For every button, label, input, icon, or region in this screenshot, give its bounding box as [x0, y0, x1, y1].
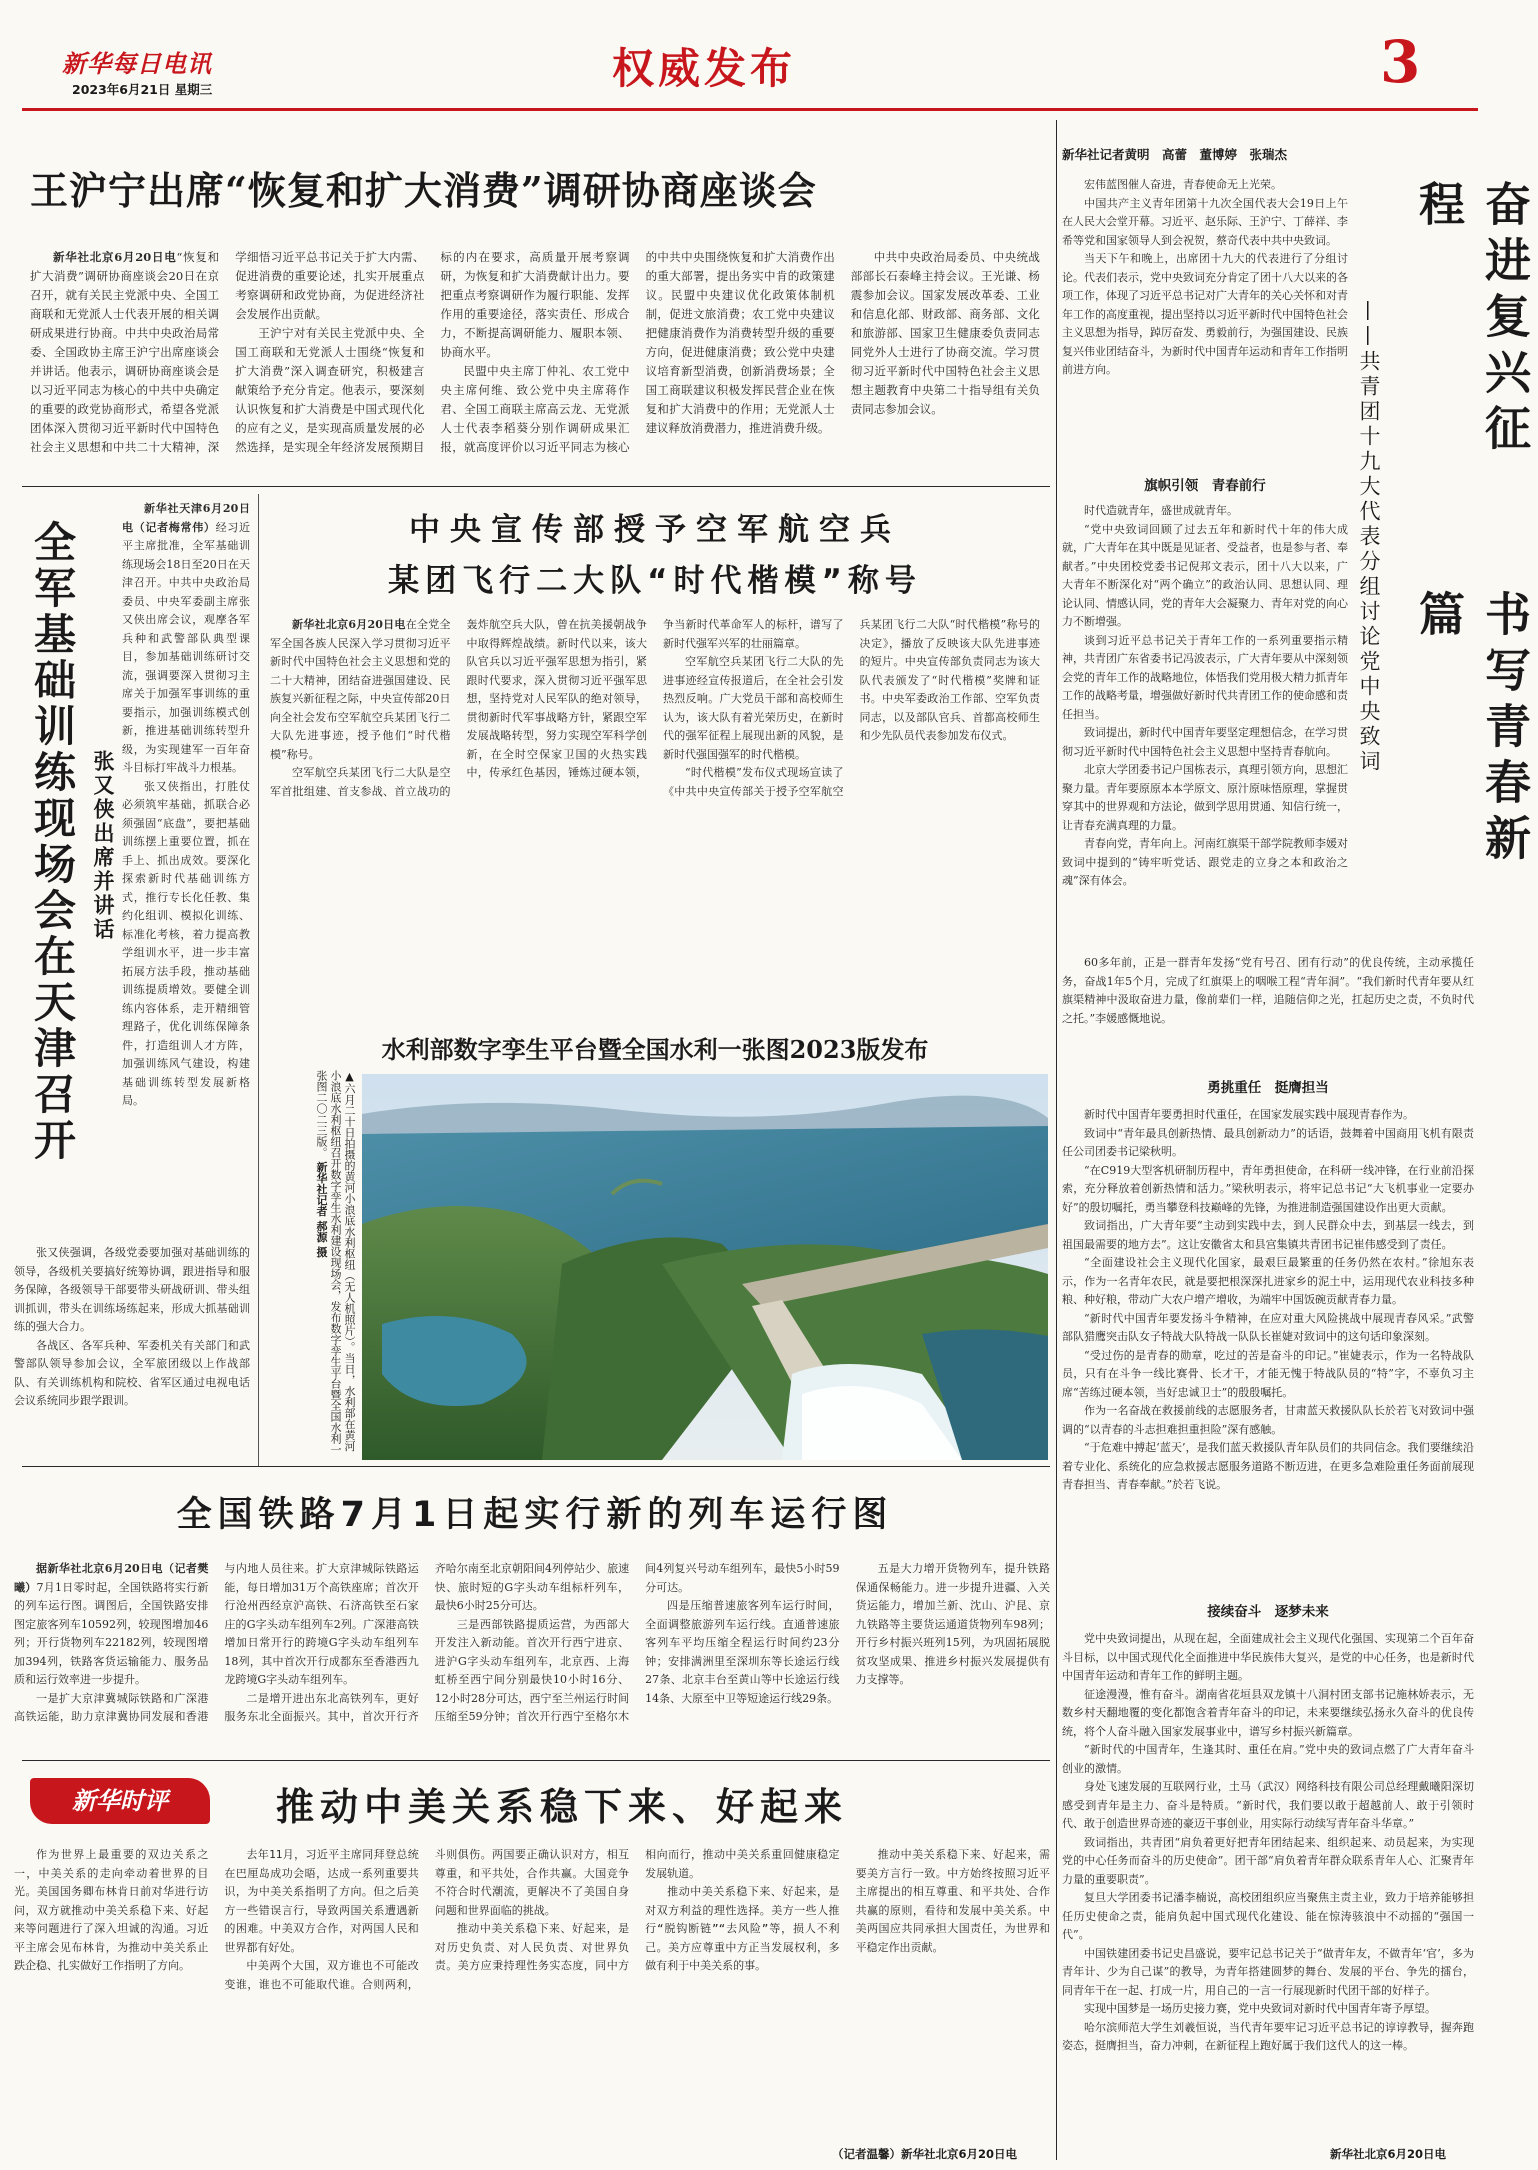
story6-paragraph: “新时代中国青年要发扬斗争精神，在应对重大风险挑战中展现青春风采。”武警部队猎鹰突击队女子特战大队特战一队队长崔婕对致词中的这句话印象深刻。 [1062, 1311, 1474, 1343]
masthead-logo: 新华每日电讯 [62, 49, 212, 78]
story4-headline: 全国铁路7月1日起实行新的列车运行图 [176, 1495, 894, 1535]
story6-paragraph: 当天下午和晚上，出席团十九大的代表进行了分组讨论。代表们表示，党中央致词充分肯定了团十八大以来的各项工作，体现了习近平总书记对广大青年的关心关怀和对青年工作的高度重视，提出坚持以习近平新时代中国特色社会主义思想为指导，踔厉奋发、勇毅前行，为强国建设、民族复兴伟业团结奋斗，为新时代中国青年运动和青年工作指明前进方向。 [1062, 252, 1348, 376]
story2-lead: 新华社天津6月20日电（记者梅常伟） [122, 502, 250, 534]
story5-paragraph: 中美两个大国，双方谁也不可能改变谁，谁也不可能取代谁。合则两利，斗则俱伤。两国要正确认识对方，相互尊重，和平共处，合作共赢。大国竞争不符合时代潮流，更解决不了美国自身问题和世界面临的挑战。 [224, 1848, 630, 1991]
story6-paragraph: 中国共产主义青年团第十九次全国代表大会19日上午在人民大会堂开幕。习近平、赵乐际、王沪宁、丁薛祥、李希等党和国家领导人到会祝贺，蔡奇代表中共中央致词。 [1062, 196, 1348, 247]
photo-title: 水利部数字孪生平台暨全国水利一张图2023版发布 [381, 1035, 929, 1064]
story2-paragraph: 张又侠指出，打胜仗必须筑牢基础，抓联合必须强固“底盘”，要把基础训练摆上重要位置，抓在手上、抓出成效。要深化探索新时代基础训练方式，推行专长化任教、集约化组训、模拟化训练、标准化考核，着力提高教学组训水平，进一步丰富拓展方法手段，推动基础训练提质增效。要健全训练内容体系，走开精细管理路子，优化训练保障条件，打造组训人才方阵，加强训练风气建设，构建基础训练转型发展新格局。 [122, 779, 250, 1107]
story2-paragraph: 各战区、各军兵种、军委机关有关部门和武警部队领导参加会议，全军旅团级以上作战部队、有关训练机构和院校、省军区通过电视电话会议系统同步跟学跟训。 [14, 1338, 250, 1407]
divider [22, 1760, 1050, 1761]
dam-photo [362, 1074, 1048, 1460]
story6-intro [1062, 176, 1348, 466]
story3-paragraph: 在全党全军全国各族人民深入学习贯彻习近平新时代中国特色社会主义思想和党的二十大精神，团结奋进强国建设、民族复兴新征程之际，中央宣传部20日向全社会发布空军航空兵某团飞行二大队先进事迹，授予他们“时代楷模”称号。 [270, 618, 451, 761]
divider [1056, 120, 1057, 2160]
story1-headline: 王沪宁出席“恢复和扩大消费”调研协商座谈会 [30, 168, 817, 213]
story6-section-1-cont [1062, 954, 1474, 1074]
story6-paragraph: 实现中国梦是一场历史接力赛，党中央致词对新时代中国青年寄予厚望。 [1084, 2002, 1436, 2015]
story6-subhead-2: 勇挑重任 挺膺担当 [1207, 1080, 1329, 1096]
story6-paragraph: 党中央致词提出，从现在起，全面建成社会主义现代化强国、实现第二个百年奋斗目标，以中国式现代化全面推进中华民族伟大复兴，是党的中心任务，也是新时代中国青年运动和青年工作的鲜明主题。 [1062, 1632, 1474, 1682]
divider [22, 1466, 1050, 1467]
story3-body [270, 616, 1040, 1026]
story2-vertical-subtitle: 张又侠出席并讲话 [91, 750, 115, 942]
story4-paragraph: 五是大力增开货物列车，提升铁路保通保畅能力。进一步提升进疆、入关货运能力，增加兰新、沈山、沪昆、京九铁路等主要货运通道货物列车98列；开行乡村振兴班列15列，为巩固拓展脱贫攻坚成果、推进乡村振兴发展提供有力支撑等。 [855, 1562, 1050, 1686]
story6-paragraph: “党中央致词回顾了过去五年和新时代十年的伟大成就，广大青年在其中既是见证者、受益者，也是参与者、奉献者。”中央团校党委书记倪邦文表示，团十八大以来，广大青年不断深化对“两个确立”的政治认同、思想认同、理论认同、情感认同，党的青年大会凝聚力、青年对党的向心力不断增强。 [1062, 522, 1348, 628]
xinhua-commentary-badge [30, 1778, 210, 1824]
story2-body-cont [14, 1244, 250, 1462]
story3-paragraph: 空军航空兵某团飞行二大队的先进事迹经宣传报道后，在全社会引发热烈反响。广大党员干部和高校师生认为，该大队有着光荣历史，在新时代的强军征程上展现出新的风貌，是新时代强国强军的时代楷模。 [663, 655, 844, 761]
page-number: 3 [1380, 28, 1421, 96]
story6-paragraph: “在C919大型客机研制历程中，青年勇担使命，在科研一线冲锋，在行业前沿探索，充分释放着创新热情和活力。”梁秋明表示，将牢记总书记“大飞机事业一定要办好”的殷切嘱托，勇当攀登科技巅峰的先锋，为推进制造强国建设作出更大贡献。 [1062, 1163, 1474, 1214]
dam-photo-illustration [362, 1074, 1048, 1460]
story3-title-line1: 中央宣传部授予空军航空兵 [409, 512, 901, 548]
divider [258, 494, 259, 1466]
photo-credit: 新华社记者 郝源 摄 [315, 1161, 328, 1258]
story1-paragraph: 王沪宁对有关民主党派中央、全国工商联和无党派人士围绕“恢复和扩大消费”深入调查研究，积极建言献策给予充分肯定。他表示，要深刻认识恢复和扩大消费是中国式现代化的应有之义，是实现高质量发展的必然选择，是实现全年经济发展预期目标的内在要求，高质量开展考察调研，为恢复和扩大消费献计出力。要把重点考察调研作为履行职能、发挥作用的重要途径，落实责任、形成合力，不断提高调研能力、履职本领、协商水平。 [235, 250, 630, 454]
story6-paragraph: 新时代中国青年要勇担时代重任，在国家发展实践中展现青春作为。 [1084, 1108, 1414, 1121]
story4-paragraph: 一是扩大京津冀城际铁路和广深港高铁运能，助力京津冀协同发展和香港与内地人员往来。扩大京津城际铁路运能，每日增加31万个高铁座席；首次开行沧州西经京沪高铁、石济高铁至石家庄的G字头动车组列车2列。广深港高铁增加日常开行的跨境G字头动车组列车18列，其中首次开行成都东至香港西九龙跨境G字头动车组列车。 [14, 1562, 419, 1723]
story6-vertical-subtitle: ——共青团十九大代表分组讨论党中央致词 [1357, 300, 1381, 775]
story6-signature: 新华社北京6月20日电 [1330, 2147, 1447, 2161]
story6-paragraph: 复旦大学团委书记潘李楠说，高校团组织应当聚焦主责主业，致力于培养能够担任历史使命之责，能肩负起中国式现代化建设、能在惊涛骇浪中不动摇的“强国一代”。 [1062, 1891, 1474, 1941]
story6-paragraph: 致词提出，新时代中国青年要坚定理想信念，在学习贯彻习近平新时代中国特色社会主义思想中坚持青春航向。 [1062, 726, 1348, 758]
story6-paragraph: 中国铁建团委书记史昌盛说，要牢记总书记关于“做青年友，不做青年‘官’，多为青年计、少为自己谋”的教导，为青年搭建圆梦的舞台、发展的平台、争先的擂台，同青年干在一起、打成一片，用自己的一言一行展现新时代团干部的好样子。 [1062, 1946, 1474, 1997]
story6-paragraph: 身处飞速发展的互联网行业，土马（武汉）网络科技有限公司总经理戴曦阳深切感受到青年是主力、奋斗是特质。“新时代，我们要以敢于超越前人、敢于引领时代、敢于创造世界奇迹的豪迈干事创业，用实际行动续写青年奋斗华章。” [1062, 1780, 1474, 1830]
story5-body [14, 1846, 1050, 2144]
story3-title-line2: 某团飞行二大队“时代楷模”称号 [388, 563, 922, 599]
story5-paragraph: 推动中美关系稳下来、好起来，需要美方言行一致。中方始终按照习近平主席提出的相互尊重、和平共处、合作共赢的原则，看待和发展中美关系。中美两国应共同承担大国责任，为世界和平稳定作出贡献。 [855, 1848, 1050, 1954]
photo-caption [272, 1070, 356, 1460]
story6-paragraph: “新时代的中国青年，生逢其时、重任在肩。”党中央的致词点燃了广大青年奋斗创业的激情。 [1062, 1743, 1474, 1775]
story6-paragraph: “全面建设社会主义现代化国家，最艰巨最繁重的任务仍然在农村。”徐旭东表示，作为一名青年农民，就是要把根深深扎进家乡的泥土中，运用现代农业科技多种粮、种好粮，带动广大农户增产增收，为端牢中国饭碗贡献青春力量。 [1062, 1256, 1474, 1306]
story6-paragraph: 时代造就青年，盛世成就青年。 [1084, 504, 1238, 517]
story2-body [122, 500, 250, 1240]
story6-paragraph: 致词中“青年最具创新热情、最具创新动力”的话语，鼓舞着中国商用飞机有限责任公司团委书记梁秋明。 [1062, 1126, 1474, 1158]
story5-signature: （记者温馨）新华社北京6月20日电 [832, 2147, 1018, 2161]
masthead-rule [22, 108, 1478, 111]
story5-paragraph: 推动中美关系稳下来、好起来，是对历史负责、对人民负责、对世界负责。美方应秉持理性务实态度，同中方相向而行，推动中美关系重回健康稳定发展轨道。 [434, 1848, 840, 1972]
story4-paragraph: 二是增开进出东北高铁列车，更好服务东北全面振兴。其中，首次开行齐齐哈尔南至北京朝阳间4列停站少、旅速快、旅时短的G字头动车组标杆列车，最快6小时25分可达。 [224, 1562, 630, 1723]
story6-section-3 [1062, 1630, 1474, 2144]
story6-vertical-title-2: 书写青春新篇 [1412, 590, 1532, 870]
story6-paragraph: 宏伟蓝图催人奋进，青春使命无上光荣。 [1084, 178, 1282, 191]
story6-paragraph: 征途漫漫，惟有奋斗。湖南省花垣县双龙镇十八洞村团支部书记施林娇表示，无数乡村天翻地覆的变化都饱含着青年奋斗的印记，未来要继续弘扬永久奋斗的优良传统，将个人奋斗融入国家发展事业中，谱写乡村振兴新篇章。 [1062, 1687, 1474, 1738]
story6-paragraph: 作为一名奋战在救援前线的志愿服务者，甘肃蓝天救援队队长於若飞对致词中强调的“以青春的斗志担难担重担险”深有感触。 [1062, 1404, 1474, 1436]
divider [22, 486, 1050, 487]
story3-lead: 新华社北京6月20日电 [292, 618, 406, 631]
story3-paragraph: 空军航空兵某团飞行二大队是空军首批组建、首支参战、首立战功的轰炸航空兵大队，曾在抗美援朝战争中取得辉煌战绩。新时代以来，该大队官兵以习近平强军思想为指引，紧跟时代要求，深入贯彻习近平强军思想，坚持党对人民军队的绝对领导，贯彻新时代军事战略方针，紧跟空军发展战略转型，努力实现空军科学创新，在全时空保家卫国的火热实践中，传承红色基因，锤炼过硬本领，争当新时代革命军人的标杆，谱写了新时代强军兴军的壮丽篇章。 [270, 618, 844, 798]
photo-caption-text: ▲六月二十日拍摄的黄河小浪底水利枢纽（无人机照片）。当日，水利部在黄河小浪底水利枢纽召开数字孪生水利建设现场会，发布数字孪生平台暨全国水利一张图二〇二三版。 [315, 1070, 356, 1455]
story6-subhead-3: 接续奋斗 逐梦未来 [1207, 1604, 1329, 1620]
story1-paragraph: 民盟中央主席丁仲礼、农工党中央主席何维、致公党中央主席蒋作君、全国工商联主席高云龙、无党派人士代表李稻葵分别作调研成果汇报，就高度评价以习近平同志为核心的中共中央围绕恢复和扩大消费作出的重大部署，提出务实中肯的政策建议。民盟中央建议优化政策体制机制，促进文旅消费；农工党中央建议把健康消费作为消费转型升级的重要方向，促进健康消费；致公党中央建议培育新型消费，创新消费场景；全国工商联建议积极发挥民营企业在恢复和扩大消费中的作用；无党派人士建议释放消费潜力，推进消费升级。 [440, 250, 835, 454]
section-title: 权威发布 [612, 44, 797, 93]
xinhua-commentary-label: 新华时评 [72, 1786, 168, 1815]
story1-body [30, 248, 1040, 476]
masthead-date: 2023年6月21日 星期三 [72, 82, 213, 97]
story6-paragraph: “于危难中搏起‘蓝天’，是我们蓝天救援队青年队员们的共同信念。我们要继续沿着专业化、系统化的应急救援志愿服务道路不断迈进，在更多急难险重任务面前展现青春担当、青春奉献。”於若飞说。 [1062, 1441, 1474, 1491]
story3-paragraph: “时代楷模”发布仪式现场宣读了《中共中央宣传部关于授予空军航空兵某团飞行二大队“时代楷模”称号的决定》，播放了反映该大队先进事迹的短片。中央宣传部负责同志为该大队代表颁发了“时代楷模”奖牌和证书。中央军委政治工作部、空军负责同志，以及部队官兵、首都高校师生和少先队员代表参加发布仪式。 [663, 618, 1040, 798]
story6-section-2 [1062, 1106, 1474, 1594]
story1-paragraph: 中共中央政治局委员、中央统战部部长石泰峰主持会议。王光谦、杨震参加会议。国家发展改革委、工业和信息化部、财政部、商务部、文化和旅游部、国家卫生健康委负责同志同党外人士进行了协商交流。学习贯彻习近平新时代中国特色社会主义思想主题教育中央第二十指导组有关负责同志参加会议。 [850, 250, 1040, 416]
story2-vertical-title: 全军基础训练现场会在天津召开 [28, 520, 77, 1164]
story6-vertical-title-1: 奋进复兴征程 [1412, 180, 1532, 460]
story6-paragraph: 北京大学团委书记户国栋表示，真理引领方向，思想汇聚力量。青年要原原本本学原文、原汁原味悟原理，掌握贯穿其中的世界观和方法论，做到学思用贯通、知信行统一，让青春充满真理的力量。 [1062, 763, 1348, 832]
story6-paragraph: 哈尔滨师范大学生刘羲恒说，当代青年要牢记习近平总书记的谆谆教导，握奔跑姿态，挺膺担当，奋力冲刺，在新征程上跑好属于我们这代人的这一棒。 [1062, 2020, 1474, 2052]
story6-paragraph: 青春向党，青年向上。河南红旗渠干部学院教师李媛对致词中提到的“铸牢听党话、跟党走的立身之本和政治之魂”深有体会。 [1062, 837, 1348, 887]
story6-paragraph: 60多年前，正是一群青年发扬“党有号召、团有行动”的优良传统，主动承揽任务，奋战1年5个月，完成了红旗渠上的咽喉工程“青年洞”。“我们新时代青年要从红旗渠精神中汲取奋进力量，像前辈们一样，追随信仰之光，扛起历史之责，不负时代之托。”李媛感慨地说。 [1062, 956, 1474, 1025]
story1-lead: 新华社北京6月20日电 [53, 250, 177, 264]
story4-paragraph: 三是西部铁路提质运营，为西部大开发注入新动能。首次开行西宁进京、进沪G字头动车组列车，北京西、上海虹桥至西宁间分别最快10小时16分、12小时28分可达，西宁至兰州运行时间压缩至59分钟；首次开行西宁至格尔木间4列复兴号动车组列车，最快5小时59分可达。 [434, 1562, 840, 1723]
story5-paragraph: 推动中美关系稳下来、好起来，是对双方利益的理性选择。美方一些人推行“脱钩断链”“去风险”等，损人不利己。美方应尊重中方正当发展权利，多做有利于中美关系的事。 [645, 1885, 840, 1972]
story4-paragraph: 四是压缩普速旅客列车运行时间，全面调整旅游列车运行线。直通普速旅客列车平均压缩全程运行时间约23分钟；安排满洲里至深圳东等长途运行线27条、北京丰台至黄山等中长途运行线14条、大原至中卫等短途运行线29条。 [645, 1599, 840, 1705]
story6-paragraph: 致词指出，广大青年要“主动到实践中去，到人民群众中去，到基层一线去，到祖国最需要的地方去”。这让安徽省太和县宫集镇共青团书记崔伟感受到了责任。 [1062, 1219, 1474, 1251]
story6-section-1 [1062, 502, 1348, 950]
story2-paragraph: 经习近平主席批准，全军基础训练现场会18日至20日在天津召开。中共中央政治局委员、中央军委副主席张又侠出席会议，观摩各军兵种和武警部队典型课目，参加基础训练研讨交流，强调要深入贯彻习主席关于加强军事训练的重要指示，加强训练模式创新，推进基础训练转型升级，为实现建军一百年奋斗目标打牢战斗力根基。 [122, 520, 251, 774]
story1-paragraph: “恢复和扩大消费”调研协商座谈会20日在京召开，就有关民主党派中央、全国工商联和无党派人士代表开展的相关调研成果进行协商。中共中央政治局常委、全国政协主席王沪宁出席座谈会并讲话。他表示，调研协商座谈会是以习近平同志为核心的中共中央确定的重要的政党协商形式，希望各党派团体深入贯彻习近平新时代中国特色社会主义思想和中共二十大精神，深学细悟习近平总书记关于扩大内需、促进消费的重要论述，扎实开展重点考察调研和政党协商，为促进经济社会发展作出贡献。 [30, 250, 425, 454]
story4-paragraph: 7月1日零时起，全国铁路将实行新的列车运行图。调图后，全国铁路安排图定旅客列车10592列，较现图增加46列；开行货物列车22182列，较现图增加394列，铁路客货运输能力、服务品质和运行效率进一步提升。 [14, 1580, 209, 1686]
story6-subhead-1: 旗帜引领 青春前行 [1144, 478, 1266, 494]
story6-paragraph: 致词指出，共青团“肩负着更好把青年团结起来、组织起来、动员起来，为实现党的中心任务而奋斗的历史使命”。团干部“肩负着青年群众联系青年人心、汇聚青年力量的重要职责”。 [1062, 1835, 1474, 1886]
story6-paragraph: “受过伤的是青春的勋章，吃过的苦是奋斗的印记。”崔婕表示，作为一名特战队员，只有在斗争一线比赛骨、长才干，才能无愧于特战队员的“特”字，不辜负习主席“苦练过硬本领，当好忠诚卫士”的殷殷嘱托。 [1062, 1348, 1474, 1399]
story6-paragraph: 谈到习近平总书记关于青年工作的一系列重要指示精神，共青团广东省委书记冯波表示，广大青年要从中深刻领会党的青年工作的战略地位，体悟我们党用极大精力抓青年工作的战略考量，增强做好新时代共青团工作的使命感和责任担当。 [1062, 633, 1348, 721]
story5-headline: 推动中美关系稳下来、好起来 [276, 1785, 849, 1829]
story6-byline: 新华社记者黄明 高蕾 董博婷 张瑞杰 [1062, 147, 1288, 162]
story5-paragraph: 作为世界上最重要的双边关系之一，中美关系的走向牵动着世界的目光。美国国务卿布林肯日前对华进行访问，双方就推动中美关系稳下来、好起来等问题进行了深入坦诚的沟通。习近平主席会见布林肯，为推动中美关系止跌企稳、扎实做好工作指明了方向。 [14, 1848, 209, 1972]
story5-paragraph: 去年11月，习近平主席同拜登总统在巴厘岛成功会晤，达成一系列重要共识，为中美关系指明了方向。但之后美方一些错误言行，导致两国关系遭遇新的困难。中美双方合作，对两国人民和世界都有好处。 [224, 1848, 419, 1954]
story4-body [14, 1560, 1050, 1752]
story4-lead: 据新华社北京6月20日电（记者樊曦） [14, 1562, 209, 1594]
story2-paragraph: 张又侠强调，各级党委要加强对基础训练的领导，各级机关要搞好统筹协调，跟进指导和服务保障，各级领导干部要带头研战研训、带头组训抓训，带头在训练场练起来，形成大抓基础训练的强大合力。 [14, 1246, 250, 1333]
